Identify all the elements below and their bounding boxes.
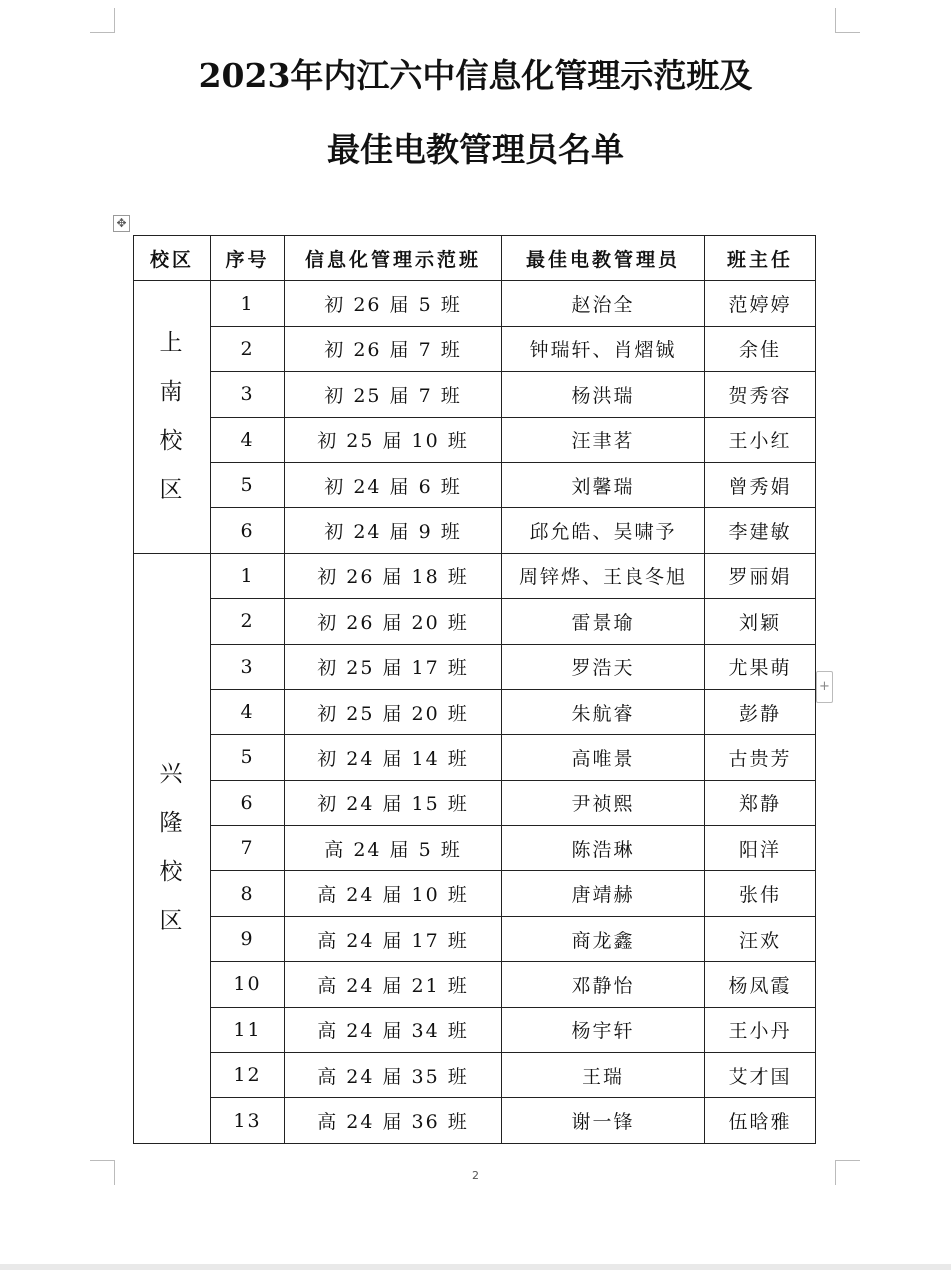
header-admin: 最佳电教管理员 xyxy=(502,236,705,281)
table-row xyxy=(134,962,816,1007)
table-row xyxy=(134,735,816,780)
table-row xyxy=(134,599,816,644)
admin-name: 杨宇轩 xyxy=(502,1007,705,1052)
teacher-name: 范婷婷 xyxy=(705,281,816,326)
row-number: 11 xyxy=(211,1007,285,1052)
teacher-name: 古贵芳 xyxy=(705,735,816,780)
admin-name: 雷景瑜 xyxy=(502,599,705,644)
teacher-name: 王小红 xyxy=(705,417,816,462)
row-number: 10 xyxy=(211,962,285,1007)
page-number: 2 xyxy=(472,1169,479,1182)
row-number: 6 xyxy=(211,780,285,825)
class-name: 高 24 届 35 班 xyxy=(285,1053,502,1098)
page-corner-mark xyxy=(835,8,860,33)
row-number: 8 xyxy=(211,871,285,916)
admin-name: 王瑞 xyxy=(502,1053,705,1098)
campus-name: 上南校区 xyxy=(159,330,185,504)
teacher-name: 李建敏 xyxy=(705,508,816,553)
page-corner-mark xyxy=(90,8,115,33)
admin-name: 商龙鑫 xyxy=(502,916,705,961)
class-name: 高 24 届 21 班 xyxy=(285,962,502,1007)
table-row xyxy=(134,689,816,734)
class-name: 初 25 届 17 班 xyxy=(285,644,502,689)
row-number: 4 xyxy=(211,417,285,462)
plus-icon: + xyxy=(819,679,830,694)
table-header-row xyxy=(134,236,816,281)
document-title-line-2: 最佳电教管理员名单 xyxy=(327,130,624,169)
table-row xyxy=(134,871,816,916)
teacher-name: 罗丽娟 xyxy=(705,553,816,598)
row-number: 2 xyxy=(211,326,285,371)
row-number: 1 xyxy=(211,553,285,598)
teacher-name: 阳洋 xyxy=(705,826,816,871)
class-name: 初 24 届 9 班 xyxy=(285,508,502,553)
header-class: 信息化管理示范班 xyxy=(285,236,502,281)
row-number: 3 xyxy=(211,372,285,417)
row-number: 2 xyxy=(211,599,285,644)
admin-name: 邓静怡 xyxy=(502,962,705,1007)
table-row xyxy=(134,508,816,553)
row-number: 5 xyxy=(211,462,285,507)
row-number: 3 xyxy=(211,644,285,689)
award-table xyxy=(133,235,816,1144)
table-row xyxy=(134,417,816,462)
admin-name: 赵治全 xyxy=(502,281,705,326)
teacher-name: 艾才国 xyxy=(705,1053,816,1098)
admin-name: 谢一锋 xyxy=(502,1098,705,1143)
teacher-name: 杨凤霞 xyxy=(705,962,816,1007)
class-name: 高 24 届 34 班 xyxy=(285,1007,502,1052)
row-number: 4 xyxy=(211,689,285,734)
admin-name: 罗浩天 xyxy=(502,644,705,689)
admin-name: 高唯景 xyxy=(502,735,705,780)
teacher-name: 贺秀容 xyxy=(705,372,816,417)
move-icon: ✥ xyxy=(116,216,127,230)
row-number: 9 xyxy=(211,916,285,961)
row-number: 5 xyxy=(211,735,285,780)
class-name: 初 25 届 7 班 xyxy=(285,372,502,417)
row-number: 6 xyxy=(211,508,285,553)
row-number: 1 xyxy=(211,281,285,326)
admin-name: 杨洪瑞 xyxy=(502,372,705,417)
teacher-name: 张伟 xyxy=(705,871,816,916)
class-name: 高 24 届 17 班 xyxy=(285,916,502,961)
table-row xyxy=(134,644,816,689)
table-row xyxy=(134,553,816,598)
teacher-name: 伍晗雅 xyxy=(705,1098,816,1143)
table-row xyxy=(134,281,816,326)
table-row xyxy=(134,780,816,825)
admin-name: 朱航睿 xyxy=(502,689,705,734)
class-name: 初 26 届 20 班 xyxy=(285,599,502,644)
admin-name: 陈浩琳 xyxy=(502,826,705,871)
teacher-name: 彭静 xyxy=(705,689,816,734)
row-number: 12 xyxy=(211,1053,285,1098)
class-name: 初 26 届 7 班 xyxy=(285,326,502,371)
class-name: 高 24 届 36 班 xyxy=(285,1098,502,1143)
class-name: 初 24 届 14 班 xyxy=(285,735,502,780)
class-name: 初 24 届 15 班 xyxy=(285,780,502,825)
class-name: 高 24 届 5 班 xyxy=(285,826,502,871)
class-name: 初 25 届 10 班 xyxy=(285,417,502,462)
header-teacher: 班主任 xyxy=(705,236,816,281)
admin-name: 刘馨瑞 xyxy=(502,462,705,507)
admin-name: 周锌烨、王良冬旭 xyxy=(502,553,705,598)
teacher-name: 尤果萌 xyxy=(705,644,816,689)
add-column-button[interactable] xyxy=(816,671,833,703)
table-row xyxy=(134,326,816,371)
teacher-name: 王小丹 xyxy=(705,1007,816,1052)
admin-name: 汪聿茗 xyxy=(502,417,705,462)
table-row xyxy=(134,916,816,961)
table-row xyxy=(134,1053,816,1098)
admin-name: 钟瑞轩、肖熠铖 xyxy=(502,326,705,371)
table-row xyxy=(134,372,816,417)
table-row xyxy=(134,462,816,507)
viewer-bottom-edge xyxy=(0,1264,951,1270)
header-campus: 校区 xyxy=(134,236,211,281)
teacher-name: 刘颖 xyxy=(705,599,816,644)
admin-name: 尹祯熙 xyxy=(502,780,705,825)
header-number: 序号 xyxy=(211,236,285,281)
class-name: 初 26 届 5 班 xyxy=(285,281,502,326)
table-row xyxy=(134,1007,816,1052)
teacher-name: 郑静 xyxy=(705,780,816,825)
document-title-line-1: 2023年内江六中信息化管理示范班及 xyxy=(198,56,753,95)
teacher-name: 曾秀娟 xyxy=(705,462,816,507)
campus-cell xyxy=(134,281,211,553)
campus-cell xyxy=(134,553,211,1143)
table-row xyxy=(134,1098,816,1143)
table-row xyxy=(134,826,816,871)
class-name: 高 24 届 10 班 xyxy=(285,871,502,916)
class-name: 初 24 届 6 班 xyxy=(285,462,502,507)
table-move-handle[interactable] xyxy=(113,215,130,232)
class-name: 初 26 届 18 班 xyxy=(285,553,502,598)
teacher-name: 余佳 xyxy=(705,326,816,371)
admin-name: 邱允皓、吴啸予 xyxy=(502,508,705,553)
class-name: 初 25 届 20 班 xyxy=(285,689,502,734)
row-number: 7 xyxy=(211,826,285,871)
admin-name: 唐靖赫 xyxy=(502,871,705,916)
teacher-name: 汪欢 xyxy=(705,916,816,961)
row-number: 13 xyxy=(211,1098,285,1143)
campus-name: 兴隆校区 xyxy=(159,761,185,935)
